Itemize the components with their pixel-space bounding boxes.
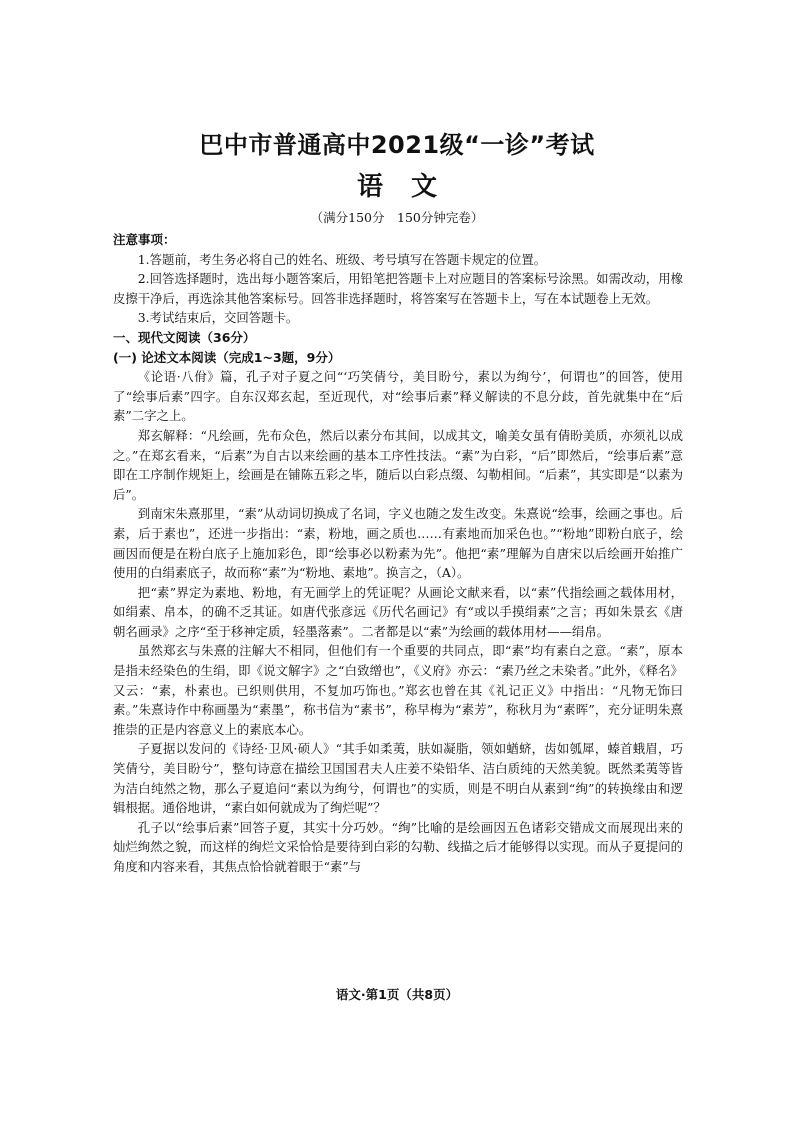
passage-paragraph: 《论语·八佾》篇，孔子对子夏之问“‘巧笑倩兮，美目盼兮，素以为绚兮’，何谓也”的回答，使用了“绘事后素”四字。自东汉郑玄起，至近现代，对“绘事后素”释义解读的不息分歧，首先就集中在“后素”二字之上。 <box>113 369 683 424</box>
passage-paragraph: 子夏据以发问的《诗经·卫风·硕人》“其手如柔荑，肤如凝脂，领如蝤蛴，齿如瓠犀，螓首蛾眉，巧笑倩兮，美目盼兮”，整句诗意在描绘卫国国君夫人庄姜不染铅华、洁白质纯的天然美貌。既然柔荑等皆为洁白纯然之物，那么子夏追问“素以为绚兮，何谓也”的实质，则是不明白从素到“绚”的转换缘由和逻辑根据。通俗地讲，“素白如何就成为了绚烂呢”？ <box>113 741 683 816</box>
exam-title: 巴中市普通高中2021级“一诊”考试 <box>199 131 595 159</box>
exam-body <box>113 230 683 877</box>
notice-heading: 注意事项： <box>113 232 176 247</box>
passage-paragraph: 虽然郑玄与朱熹的注解大不相同，但他们有一个重要的共同点，即“素”均有素白之意。“素”，原本是指未经染色的生绢，即《说文解字》之“白致缯也”，《义府》亦云：“素乃丝之未染者。”此外，《释名》又云：“素，朴素也。已织则供用，不复加巧饰也。”郑玄也曾在其《礼记正义》中指出：“凡物无饰曰素。”朱熹诗作中称画墨为“素墨”，称书信为“素书”，称早梅为“素芳”，称秋月为“素晖”，充分证明朱熹推崇的正是内容意义上的素底本心。 <box>113 643 683 737</box>
passage-paragraph: 郑玄解释：“凡绘画，先布众色，然后以素分布其间，以成其文，喻美女虽有倩盼美质，亦须礼以成之。”在郑玄看来，“后素”为自古以来绘画的基本工序性技法。“素”为白彩，“后”即然后，“绘事后素”意即在工序制作规矩上，绘画是在铺陈五彩之毕，随后以白彩点缀、勾勒相间。“后素”，其实即是“以素为后”。 <box>113 427 683 502</box>
passage-paragraph: 孔子以“绘事后素”回答子夏，其实十分巧妙。“绚”比喻的是绘画因五色诸彩交错成文而展现出来的灿烂绚然之貌，而这样的绚烂文采恰恰是要待到白彩的勾勒、线描之后才能够得以实现。而从子夏提问的角度和内容来看，其焦点恰恰就着眼于“素”与 <box>113 819 683 874</box>
notice-item: 2.回答选择题时，选出每小题答案后，用铅笔把答题卡上对应题目的答案标号涂黑。如需改动，用橡皮擦干净后，再选涂其他答案标号。回答非选择题时，将答案写在答题卡上，写在本试题卷上无效。 <box>113 271 683 306</box>
passage-paragraph: 把“素”界定为素地、粉地，有无画学上的凭证呢？从画论文献来看，以“素”代指绘画之载体用材，如绢素、帛本，的确不乏其证。如唐代张彦远《历代名画记》有“或以手摸绢素”之言；再如朱景玄《唐朝名画录》之序“至于移神定质，轻墨落素”。二者都是以“素”为绘画的载体用材——绢帛。 <box>113 584 683 639</box>
page-footer: 语文·第1页（共8页） <box>335 987 459 1002</box>
score-note: （满分150分 150分钟完卷） <box>310 210 484 225</box>
notice-item: 1.答题前，考生务必将自己的姓名、班级、考号填写在答题卡规定的位置。 <box>137 251 547 267</box>
notice-item: 3.考试结束后，交回答题卡。 <box>137 310 299 326</box>
passage-paragraph: 到南宋朱熹那里，“素”从动词切换成了名词，字义也随之发生改变。朱熹说“绘事，绘画之事也。后素，后于素也”，还进一步指出：“素，粉地，画之质也……有素地而加采色也。”“粉地”即粉白底子，绘画因而便是在粉白底子上施加彩色，即“绘事必以粉素为先”。他把“素”理解为自唐宋以后绘画开始推广使用的白绢素底子，故而称“素”为“粉地、素地”。换言之，（A）。 <box>113 506 683 581</box>
subsection-heading: (一) 论述文本阅读（完成1~3题，9分） <box>113 349 341 365</box>
subject-title: 语文 <box>356 172 465 202</box>
section-heading: 一、现代文阅读（36分） <box>113 329 256 345</box>
